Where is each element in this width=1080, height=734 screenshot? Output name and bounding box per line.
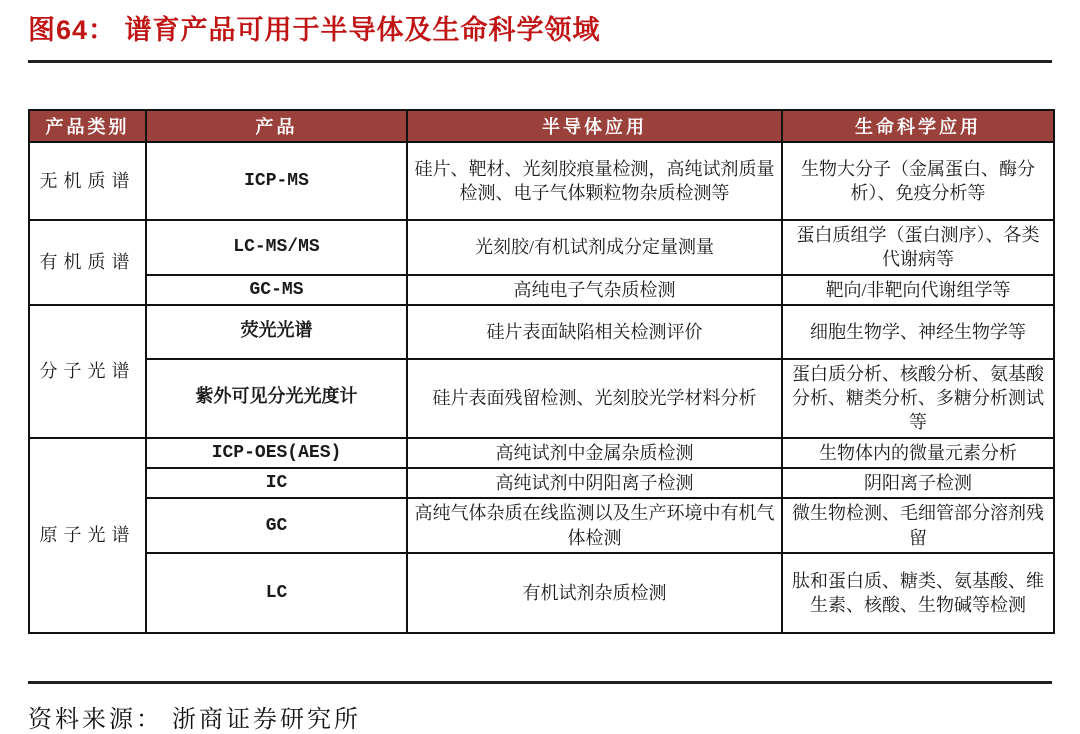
product-cell: GC bbox=[146, 498, 407, 553]
semiconductor-application-cell: 高纯气体杂质在线监测以及生产环境中有机气体检测 bbox=[407, 498, 782, 553]
table-row bbox=[29, 468, 1054, 498]
table-row bbox=[29, 553, 1054, 633]
product-cell: IC bbox=[146, 468, 407, 498]
table-row bbox=[29, 438, 1054, 468]
table-row bbox=[29, 142, 1054, 220]
product-cell: 紫外可见分光光度计 bbox=[146, 359, 407, 438]
category-cell: 原子光谱 bbox=[29, 438, 146, 633]
semiconductor-application-cell: 高纯试剂中阴阳离子检测 bbox=[407, 468, 782, 498]
life-science-application-cell: 细胞生物学、神经生物学等 bbox=[782, 305, 1054, 359]
table-row bbox=[29, 359, 1054, 438]
figure-title: 图64： 谱育产品可用于半导体及生命科学领域 bbox=[28, 15, 601, 45]
semiconductor-application-cell: 有机试剂杂质检测 bbox=[407, 553, 782, 633]
table-row bbox=[29, 498, 1054, 553]
life-science-application-cell: 微生物检测、毛细管部分溶剂残留 bbox=[782, 498, 1054, 553]
semiconductor-application-cell: 硅片表面残留检测、光刻胶光学材料分析 bbox=[407, 359, 782, 438]
category-cell: 分子光谱 bbox=[29, 305, 146, 438]
semiconductor-application-cell: 硅片表面缺陷相关检测评价 bbox=[407, 305, 782, 359]
column-header-2: 半导体应用 bbox=[407, 110, 782, 142]
table-row bbox=[29, 305, 1054, 359]
footer-divider-line bbox=[28, 681, 1052, 684]
table-header-row bbox=[29, 110, 1054, 142]
product-cell: 荧光光谱 bbox=[146, 305, 407, 359]
semiconductor-application-cell: 高纯试剂中金属杂质检测 bbox=[407, 438, 782, 468]
column-header-1: 产品 bbox=[146, 110, 407, 142]
life-science-application-cell: 蛋白质组学（蛋白测序）、各类代谢病等 bbox=[782, 220, 1054, 275]
source-attribution: 资料来源： 浙商证券研究所 bbox=[28, 706, 361, 733]
table-body bbox=[29, 142, 1054, 633]
product-application-table bbox=[28, 109, 1055, 634]
category-cell: 无机质谱 bbox=[29, 142, 146, 220]
category-cell: 有机质谱 bbox=[29, 220, 146, 305]
column-header-0: 产品类别 bbox=[29, 110, 146, 142]
product-cell: GC-MS bbox=[146, 275, 407, 305]
product-cell: LC-MS/MS bbox=[146, 220, 407, 275]
semiconductor-application-cell: 高纯电子气杂质检测 bbox=[407, 275, 782, 305]
semiconductor-application-cell: 光刻胶/有机试剂成分定量测量 bbox=[407, 220, 782, 275]
product-cell: ICP-MS bbox=[146, 142, 407, 220]
life-science-application-cell: 生物体内的微量元素分析 bbox=[782, 438, 1054, 468]
life-science-application-cell: 阴阳离子检测 bbox=[782, 468, 1054, 498]
product-cell: LC bbox=[146, 553, 407, 633]
life-science-application-cell: 蛋白质分析、核酸分析、氨基酸分析、糖类分析、多糖分析测试等 bbox=[782, 359, 1054, 438]
life-science-application-cell: 肽和蛋白质、糖类、氨基酸、维生素、核酸、生物碱等检测 bbox=[782, 553, 1054, 633]
product-cell: ICP-OES(AES) bbox=[146, 438, 407, 468]
life-science-application-cell: 生物大分子（金属蛋白、酶分析）、免疫分析等 bbox=[782, 142, 1054, 220]
title-divider-line bbox=[28, 60, 1052, 63]
semiconductor-application-cell: 硅片、靶材、光刻胶痕量检测，高纯试剂质量检测、电子气体颗粒物杂质检测等 bbox=[407, 142, 782, 220]
life-science-application-cell: 靶向/非靶向代谢组学等 bbox=[782, 275, 1054, 305]
table-row bbox=[29, 275, 1054, 305]
table-row bbox=[29, 220, 1054, 275]
column-header-3: 生命科学应用 bbox=[782, 110, 1054, 142]
